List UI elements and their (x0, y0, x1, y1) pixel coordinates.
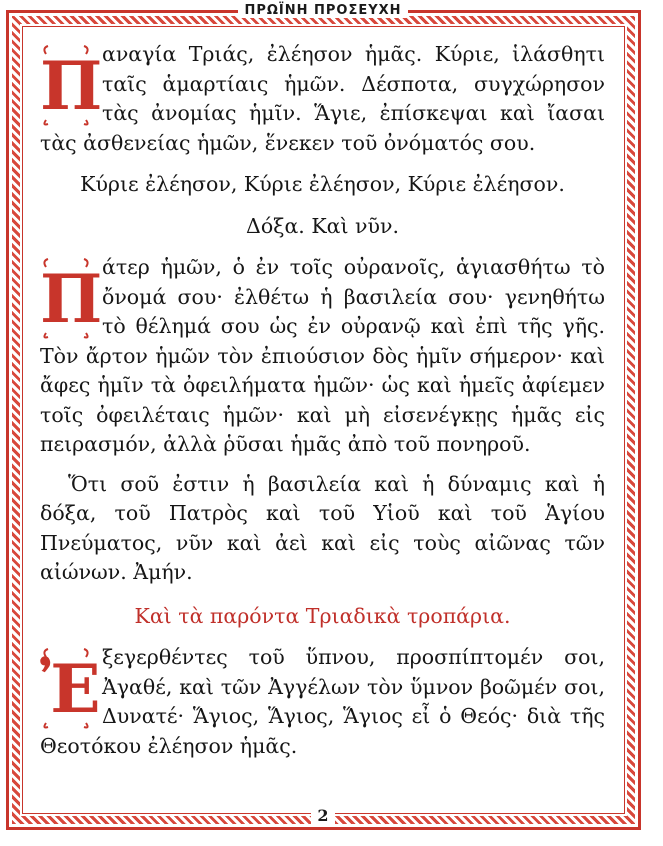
drop-cap (40, 44, 103, 128)
rubric-text: Καὶ τὰ παρόντα Τριαδικὰ τροπάρια. (134, 603, 511, 628)
paragraph-text: αναγία Τριάς, ἐλέησον ἡμᾶς. Κύριε, ἱλάσθητι ταῖς ἁμαρτίαις ἡμῶν. Δέσποτα, συγχώρησον τὰς ἀνομίας ἡμῖν. Ἅγιε, ἐπίσκεψαι καὶ ἴασαι τὰς ἀσθενείας ἡμῶν, ἕνεκεν τοῦ ὀνόματός σου. (40, 42, 605, 155)
paragraph-text: Δόξα. Καὶ νῦν. (246, 213, 399, 238)
drop-cap-letter: Π (40, 260, 103, 338)
page-number (0, 806, 646, 825)
drop-cap (40, 257, 103, 341)
drop-cap-letter: Ἐ (40, 650, 101, 728)
paragraph-oti-sou (40, 470, 605, 588)
paragraph-doxa (40, 212, 605, 242)
paragraph-pater-imon (40, 253, 605, 460)
paragraph-text: Κύριε ἐλέησον, Κύριε ἐλέησον, Κύριε ἐλέησον. (80, 172, 565, 196)
page-header (0, 3, 646, 18)
rubric-heading (40, 602, 605, 632)
page-header-title: ΠΡΩΪΝΗ ΠΡΟΣΕΥΧΗ (238, 3, 407, 18)
paragraph-text: ξεγερθέντες τοῦ ὕπνου, προσπίπτομέν σοι, Ἀγαθέ, καὶ τῶν Ἀγγέλων τὸν ὕμνον βοῶμέν σοι, Δυνατέ· Ἅγιος, Ἅγιος, Ἅγιος εἶ ὁ Θεός· διὰ τῆς Θεοτόκου ἐλέησον ἡμᾶς. (40, 645, 605, 758)
paragraph-panagia-trias (40, 40, 605, 158)
paragraph-text: Ὅτι σοῦ ἐστιν ἡ βασιλεία καὶ ἡ δύναμις καὶ ἡ δόξα, τοῦ Πατρὸς καὶ τοῦ Υἱοῦ καὶ τοῦ Ἁγίου Πνεύματος, νῦν καὶ ἀεὶ καὶ εἰς τοὺς αἰῶνας τῶν αἰώνων. Ἀμήν. (40, 471, 605, 584)
drop-cap (40, 647, 101, 731)
paragraph-text: άτερ ἡμῶν, ὁ ἐν τοῖς οὐρανοῖς, ἁγιασθήτω τὸ ὄνομά σου· ἐλθέτω ἡ βασιλεία σου· γενηθήτω τὸ θέλημά σου ὡς ἐν οὐρανῷ καὶ ἐπὶ τῆς γῆς. Τὸν ἄρτον ἡμῶν τὸν ἐπιούσιον δὸς ἡμῖν σήμερον· καὶ ἄφες ἡμῖν τὰ ὀφειλήματα ἡμῶν· ὡς καὶ ἡμεῖς ἀφίεμεν τοῖς ὀφειλέταις ἡμῶν· καὶ μὴ εἰσενέγκῃς ἡμᾶς εἰς πειρασμόν, ἀλλὰ ῥῦσαι ἡμᾶς ἀπὸ τοῦ πονηροῦ. (40, 255, 605, 456)
paragraph-exegerthentes (40, 643, 605, 761)
page-number-value: 2 (311, 806, 334, 825)
paragraph-kyrie-eleison (40, 170, 605, 200)
prayer-text (40, 40, 605, 761)
drop-cap-letter: Π (40, 47, 103, 125)
